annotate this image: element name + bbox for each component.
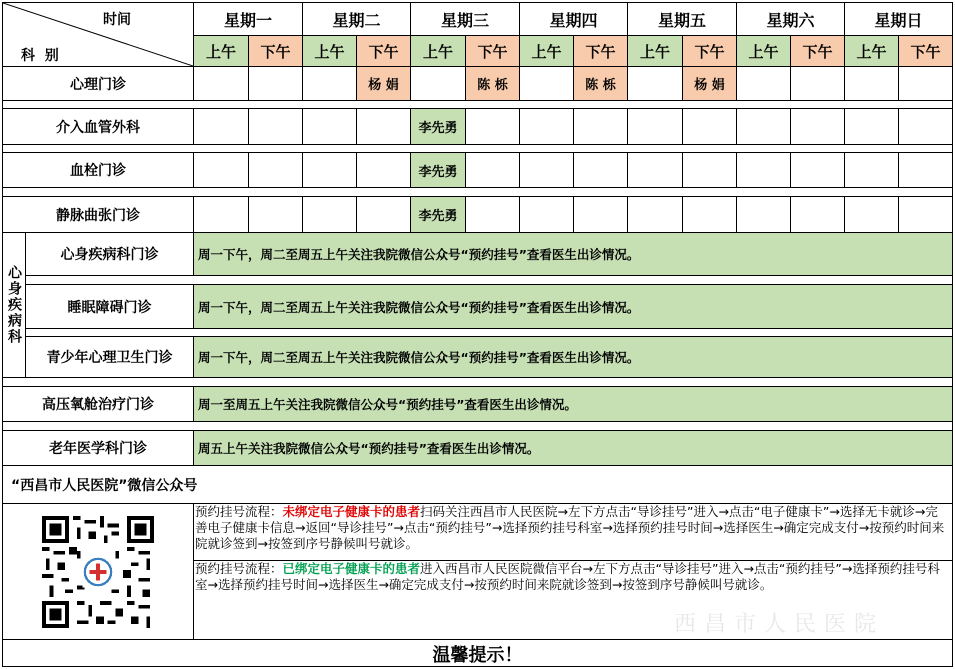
row-name-hyperbaric: 高压氧舱治疗门诊 (3, 387, 194, 422)
slot (737, 153, 791, 188)
qr-cell (3, 504, 194, 640)
sun-pm-header: 下午 (899, 36, 953, 67)
day-header-thu: 星期四 (520, 3, 628, 36)
slot (791, 109, 845, 145)
slot (411, 67, 466, 101)
fri-pm-header: 下午 (683, 36, 737, 67)
slot (466, 197, 520, 233)
doctor-slot: 陈 栎 (574, 67, 628, 101)
clinic-note: 周一下午，周二至周五上午关注我院微信公众号“预约挂号”查看医生出诊情况。 (194, 285, 953, 329)
procedure-1 (195, 504, 947, 552)
slot (194, 153, 249, 188)
group-psychosomatic (3, 233, 26, 378)
header-corner (3, 3, 194, 67)
row-name-thrombus: 血栓门诊 (3, 153, 194, 188)
slot (357, 109, 411, 145)
slot (574, 153, 628, 188)
slot (628, 197, 683, 233)
slot (737, 67, 791, 101)
row-spacer (2, 188, 953, 197)
slot (520, 109, 574, 145)
slot (303, 197, 357, 233)
tue-am-header: 上午 (303, 36, 357, 67)
mon-pm-header: 下午 (249, 36, 303, 67)
wed-am-header: 上午 (411, 36, 466, 67)
slot (466, 109, 520, 145)
mon-am-header: 上午 (194, 36, 249, 67)
slot (466, 153, 520, 188)
slot (791, 197, 845, 233)
sat-am-header: 上午 (737, 36, 791, 67)
day-header-sun: 星期日 (845, 3, 953, 36)
slot (520, 67, 574, 101)
slot (899, 197, 953, 233)
slot (628, 67, 683, 101)
row-name-varicose: 静脉曲张门诊 (3, 197, 194, 233)
clinic-name: 睡眠障碍门诊 (26, 285, 194, 329)
row-name-vascular: 介入血管外科 (3, 109, 194, 145)
clinic-note: 周一下午，周二至周五上午关注我院微信公众号“预约挂号”查看医生出诊情况。 (194, 233, 953, 276)
slot (791, 153, 845, 188)
slot (791, 67, 845, 101)
slot (845, 197, 899, 233)
doctor-slot: 杨 娟 (683, 67, 737, 101)
slot (520, 153, 574, 188)
slot (899, 109, 953, 145)
row-spacer (26, 329, 953, 337)
slot (303, 67, 357, 101)
slot (194, 109, 249, 145)
slot (357, 153, 411, 188)
qr-code-icon (42, 516, 154, 628)
slot (194, 197, 249, 233)
sun-am-header: 上午 (845, 36, 899, 67)
proc1-text: 扫码关注西昌市人民医院→左下方点击“导诊挂号”进入→点击“电子健康卡”→选择无卡就诊→完善电子健康卡信息→返回“导诊挂号”→点击“预约挂号”→选择预约挂号科室→选择预约挂号时间→选择医生→确定完成支付→按预约时间来院就诊签到→按签到序号静候叫号就诊。 (195, 504, 945, 551)
slot (520, 197, 574, 233)
clinic-name: 心身疾病科门诊 (26, 233, 194, 276)
day-header-mon: 星期一 (194, 3, 303, 36)
row-spacer (2, 145, 953, 153)
clinic-name: 青少年心理卫生门诊 (26, 337, 194, 378)
procedure-cell-2 (194, 561, 953, 640)
slot (683, 153, 737, 188)
proc1-highlight: 未绑定电子健康卡的患者 (282, 504, 421, 519)
procedure-cell-1 (194, 504, 953, 561)
slot (737, 109, 791, 145)
proc1-prefix: 预约挂号流程： (195, 504, 283, 519)
doctor-slot: 陈 栎 (466, 67, 520, 101)
slot (249, 153, 303, 188)
wechat-title-row (3, 466, 953, 504)
day-header-tue: 星期二 (303, 3, 411, 36)
slot (683, 197, 737, 233)
slot (899, 67, 953, 101)
footer-tip: 温馨提示！ (432, 644, 523, 666)
row-name-psych: 心理门诊 (3, 67, 194, 101)
tue-pm-header: 下午 (357, 36, 411, 67)
clinic-note: 周五上午关注我院微信公众号“预约挂号”查看医生出诊情况。 (194, 431, 953, 466)
slot (845, 109, 899, 145)
doctor-slot: 李先勇 (411, 153, 466, 188)
slot (357, 197, 411, 233)
row-name-geriatric: 老年医学科门诊 (3, 431, 194, 466)
proc2-text: 进入西昌市人民医院微信平台→左下方点击“导诊挂号”进入→点击“预约挂号”→选择预约挂号科室→选择预约挂号时间→选择医生→确定完成支付→按预约时间来院就诊签到→按签到序号静候叫号就诊。 (195, 561, 940, 592)
proc2-highlight: 已绑定电子健康卡的患者 (282, 561, 421, 576)
clinic-note: 周一至周五上午关注我院微信公众号“预约挂号”查看医生出诊情况。 (194, 387, 953, 422)
proc2-prefix: 预约挂号流程： (195, 561, 283, 576)
clinic-note: 周一下午，周二至周五上午关注我院微信公众号“预约挂号”查看医生出诊情况。 (194, 337, 953, 378)
row-spacer (2, 101, 953, 109)
slot (303, 153, 357, 188)
slot (249, 109, 303, 145)
day-header-fri: 星期五 (628, 3, 737, 36)
day-header-sat: 星期六 (737, 3, 845, 36)
time-label: 时间 (103, 12, 131, 28)
slot (574, 109, 628, 145)
fri-am-header: 上午 (628, 36, 683, 67)
dept-label: 科 别 (21, 48, 59, 64)
procedure-2 (195, 561, 947, 593)
slot (899, 153, 953, 188)
footer-tip-row (3, 640, 953, 667)
row-spacer (26, 276, 953, 285)
slot (194, 67, 249, 101)
doctor-slot: 杨 娟 (357, 67, 411, 101)
doctor-slot: 李先勇 (411, 197, 466, 233)
slot (683, 109, 737, 145)
sat-pm-header: 下午 (791, 36, 845, 67)
slot (845, 67, 899, 101)
slot (574, 197, 628, 233)
slot (628, 109, 683, 145)
thu-pm-header: 下午 (574, 36, 628, 67)
slot (628, 153, 683, 188)
row-spacer (2, 422, 953, 431)
thu-am-header: 上午 (520, 36, 574, 67)
wed-pm-header: 下午 (466, 36, 520, 67)
slot (845, 153, 899, 188)
slot (737, 197, 791, 233)
slot (249, 197, 303, 233)
group-label: 心身疾病科 (6, 265, 22, 345)
slot (249, 67, 303, 101)
watermark: 西昌市人民医院 (674, 612, 885, 637)
wechat-title: “西昌市人民医院”微信公众号 (11, 477, 198, 494)
row-spacer (2, 378, 953, 387)
doctor-slot: 李先勇 (411, 109, 466, 145)
day-header-wed: 星期三 (411, 3, 520, 36)
slot (303, 109, 357, 145)
